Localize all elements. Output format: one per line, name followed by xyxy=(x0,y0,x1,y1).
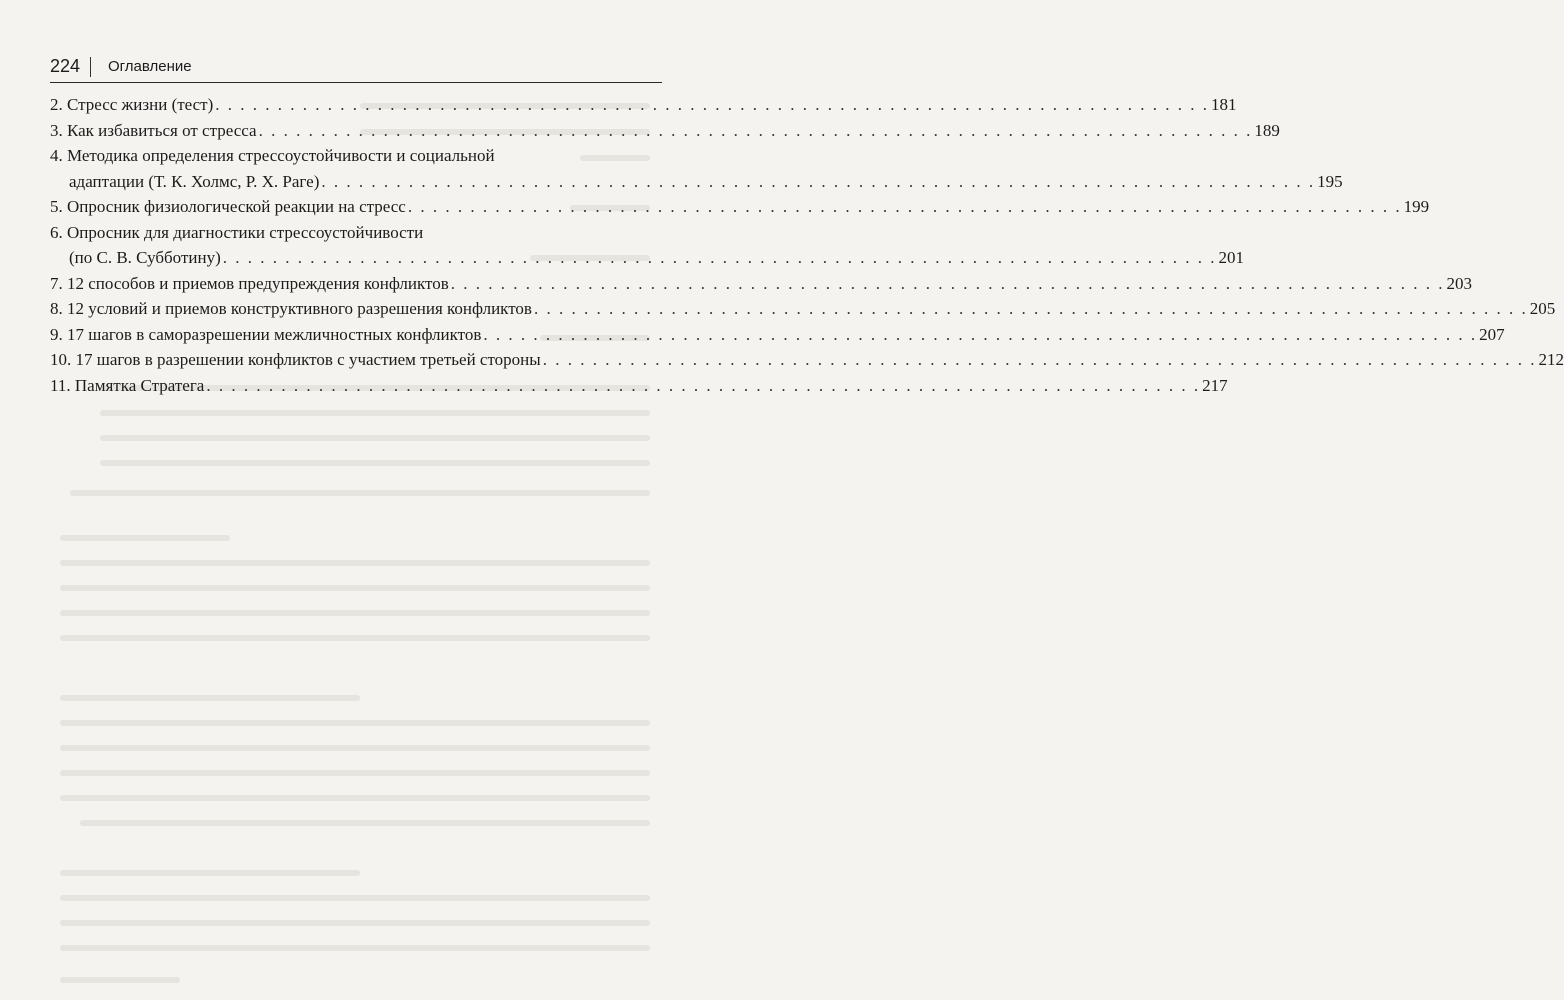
section-name: Оглавление xyxy=(108,58,192,75)
toc-entry-page: 189 xyxy=(1254,120,1280,140)
dot-leader: . . . . . . . . . . . . . . . . . . . . . . . . . . . . . . . . . . . . . . . . . . . . . . . . . . . . . . . . . . . . . . . . . . . . . . . . . . . . . . . . xyxy=(407,197,1402,216)
dot-leader: . . . . . . . . . . . . . . . . . . . . . . . . . . . . . . . . . . . . . . . . . . . . . . . . . . . . . . . . . . . . . . . . . . . . . . . . . . . . . . . . xyxy=(483,324,1478,344)
dot-leader: . . . . . . . . . . . . . . . . . . . . . . . . . . . . . . . . . . . . . . . . . . . . . . . . . . . . . . . . . . . . . . . . . . . . . . . . . . . . . . . . xyxy=(258,120,1253,140)
page-header xyxy=(50,54,662,83)
toc-entry-page: 217 xyxy=(1202,375,1228,395)
toc-entry-title-continuation: адаптации (Т. К. Холмс, Р. Х. Раге) xyxy=(69,171,320,191)
toc-entry-title: 7. 12 способов и приемов предупреждения конфликтов xyxy=(50,273,449,293)
toc-entry-title: 10. 17 шагов в разрешении конфликтов с участием третьей стороны xyxy=(50,350,541,369)
toc-entry-title: 4. Методика определения стрессоустойчивости и социальной xyxy=(50,146,495,165)
toc-entry-first-line xyxy=(50,220,664,246)
toc-entry-page: 199 xyxy=(1403,197,1430,216)
toc-entry xyxy=(50,92,1237,118)
toc-entry-title: 9. 17 шагов в саморазрешении межличностных конфликтов xyxy=(50,324,482,344)
toc-entry-page: 212 xyxy=(1538,350,1564,369)
page-number: 224 xyxy=(50,56,81,76)
toc-entry-page: 205 xyxy=(1529,299,1556,318)
dot-leader: . . . . . . . . . . . . . . . . . . . . . . . . . . . . . . . . . . . . . . . . . . . . . . . . . . . . . . . . . . . . . . . . . . . . . . . . . . . . . . . . xyxy=(222,248,1217,267)
toc-entry-title: 6. Опросник для диагностики стрессоустойчивости xyxy=(50,222,424,242)
toc-entry-title: 3. Как избавиться от стресса xyxy=(50,120,257,140)
toc-entry xyxy=(50,296,1556,322)
toc-entry-page: 181 xyxy=(1211,95,1237,114)
dot-leader: . . . . . . . . . . . . . . . . . . . . . . . . . . . . . . . . . . . . . . . . . . . . . . . . . . . . . . . . . . . . . . . . . . . . . . . . . . . . . . . . xyxy=(206,375,1201,395)
dot-leader: . . . . . . . . . . . . . . . . . . . . . . . . . . . . . . . . . . . . . . . . . . . . . . . . . . . . . . . . . . . . . . . . . . . . . . . . . . . . . . . . xyxy=(542,350,1537,369)
header-separator xyxy=(90,57,91,77)
dot-leader: . . . . . . . . . . . . . . . . . . . . . . . . . . . . . . . . . . . . . . . . . . . . . . . . . . . . . . . . . . . . . . . . . . . . . . . . . . . . . . . . xyxy=(215,95,1210,114)
toc-entry-title: 11. Памятка Стратега xyxy=(50,375,205,395)
toc-entry-page: 195 xyxy=(1317,171,1343,191)
toc-entry xyxy=(50,245,1244,271)
toc-entry-page: 201 xyxy=(1218,248,1244,267)
toc-entry-title: 8. 12 условий и приемов конструктивного разрешения конфликтов xyxy=(50,299,532,318)
toc-entry-title: 2. Стресс жизни (тест) xyxy=(50,95,214,114)
toc-entry-page: 203 xyxy=(1446,273,1473,293)
table-of-contents xyxy=(50,92,1564,398)
toc-entry xyxy=(50,169,1343,195)
dot-leader: . . . . . . . . . . . . . . . . . . . . . . . . . . . . . . . . . . . . . . . . . . . . . . . . . . . . . . . . . . . . . . . . . . . . . . . . . . . . . . . . xyxy=(450,273,1445,293)
dot-leader: . . . . . . . . . . . . . . . . . . . . . . . . . . . . . . . . . . . . . . . . . . . . . . . . . . . . . . . . . . . . . . . . . . . . . . . . . . . . . . . . xyxy=(533,299,1528,318)
dot-leader: . . . . . . . . . . . . . . . . . . . . . . . . . . . . . . . . . . . . . . . . . . . . . . . . . . . . . . . . . . . . . . . . . . . . . . . . . . . . . . . . xyxy=(321,171,1316,191)
toc-entry xyxy=(50,373,1228,399)
toc-entry-title-continuation: (по С. В. Субботину) xyxy=(69,248,221,267)
toc-entry-first-line xyxy=(50,143,664,169)
toc-entry xyxy=(50,118,1280,144)
toc-entry xyxy=(50,322,1505,348)
toc-entry xyxy=(50,271,1473,297)
toc-entry-page: 207 xyxy=(1479,324,1505,344)
toc-entry xyxy=(50,347,1564,373)
toc-entry-title: 5. Опросник физиологической реакции на стресс xyxy=(50,197,406,216)
toc-entry xyxy=(50,194,1430,220)
